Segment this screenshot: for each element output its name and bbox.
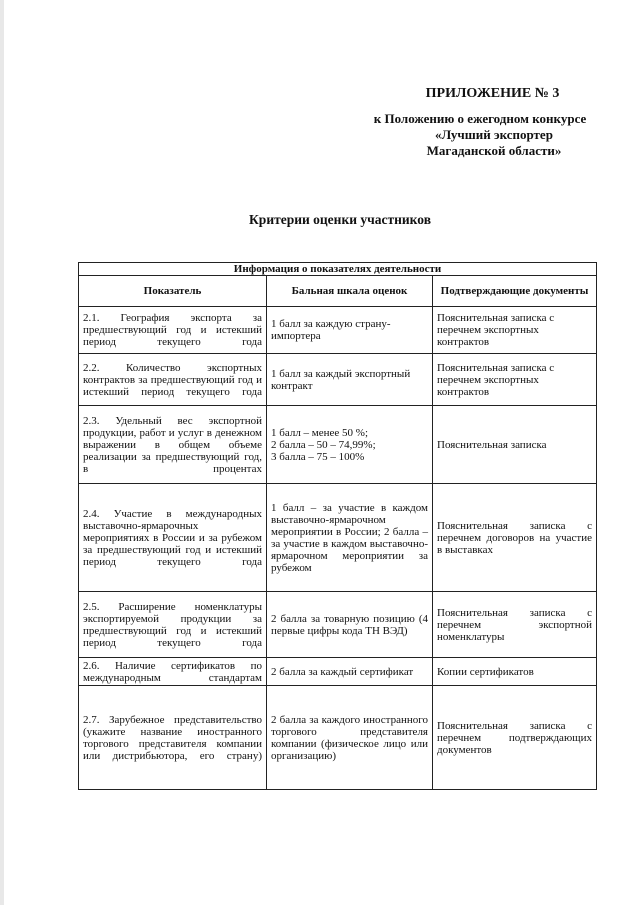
documents-cell: Пояснительная записка с перечнем подтверждающих документов <box>433 686 597 790</box>
scan-edge <box>0 0 4 905</box>
column-header-documents: Подтверждающие документы <box>433 276 597 307</box>
indicator-cell: 2.4. Участие в международных выставочно-ярмарочных мероприятиях в России и за рубежом за предшествующий год и истекший период текущего года <box>79 484 267 592</box>
document-title: Критерии оценки участников <box>249 212 431 227</box>
documents-cell: Пояснительная записка с перечнем договоров на участие в выставках <box>433 484 597 592</box>
scale-cell: 1 балл – за участие в каждом выставочно-ярмарочном мероприятии в России; 2 балла – за участие в каждом выставочно-ярмарочном мероприятии за рубежом <box>267 484 433 592</box>
documents-cell: Копии сертификатов <box>433 658 597 686</box>
table-caption: Информация о показателях деятельности <box>79 263 597 276</box>
table-row <box>79 592 597 658</box>
table-row <box>79 686 597 790</box>
indicator-cell: 2.6. Наличие сертификатов по международным стандартам <box>79 658 267 686</box>
appendix-subtitle <box>330 111 590 159</box>
documents-cell: Пояснительная записка <box>433 406 597 484</box>
indicator-cell: 2.5. Расширение номенклатуры экспортируемой продукции за предшествующий год и истекший период текущего года <box>79 592 267 658</box>
scale-line: 2 балла – 50 – 74,99%; <box>271 438 376 451</box>
scale-cell: 2 балла за каждого иностранного торгового представителя компании (физическое лицо или организацию) <box>267 686 433 790</box>
table-row <box>79 484 597 592</box>
column-header-indicator: Показатель <box>79 276 267 307</box>
scale-cell: 1 балл за каждую страну-импортера <box>267 307 433 354</box>
scale-cell <box>267 406 433 484</box>
table-row <box>79 307 597 354</box>
indicator-cell: 2.3. Удельный вес экспортной продукции, работ и услуг в денежном выражении в общем объеме реализации за предшествующий год, в процентах <box>79 406 267 484</box>
criteria-table-wrapper <box>78 262 597 790</box>
appendix-line-1: к Положению о ежегодном конкурсе <box>373 111 587 126</box>
scale-line: 3 балла – 75 – 100% <box>271 450 365 463</box>
indicator-cell: 2.7. Зарубежное представительство (укажите название иностранного торгового представителя компании или дистрибьютора, его страну) <box>79 686 267 790</box>
appendix-line-2: «Лучший экспортер <box>435 127 553 142</box>
appendix-line-3: Магаданской области» <box>426 143 562 158</box>
column-header-scale: Бальная шкала оценок <box>267 276 433 307</box>
scale-cell: 2 балла за товарную позицию (4 первые цифры кода ТН ВЭД) <box>267 592 433 658</box>
documents-cell: Пояснительная записка с перечнем экспортной номенклатуры <box>433 592 597 658</box>
documents-cell: Пояснительная записка с перечнем экспортных контрактов <box>433 354 597 406</box>
scale-cell: 1 балл за каждый экспортный контракт <box>267 354 433 406</box>
documents-cell: Пояснительная записка с перечнем экспортных контрактов <box>433 307 597 354</box>
appendix-header <box>330 86 590 159</box>
scale-line: 1 балл – менее 50 %; <box>271 426 369 439</box>
scale-cell: 2 балла за каждый сертификат <box>267 658 433 686</box>
criteria-table <box>78 262 597 790</box>
appendix-title: ПРИЛОЖЕНИЕ № 3 <box>425 86 560 101</box>
table-row <box>79 354 597 406</box>
table-row <box>79 406 597 484</box>
indicator-cell: 2.2. Количество экспортных контрактов за предшествующий год и истекший период текущего года <box>79 354 267 406</box>
table-row <box>79 658 597 686</box>
indicator-cell: 2.1. География экспорта за предшествующий год и истекший период текущего года <box>79 307 267 354</box>
